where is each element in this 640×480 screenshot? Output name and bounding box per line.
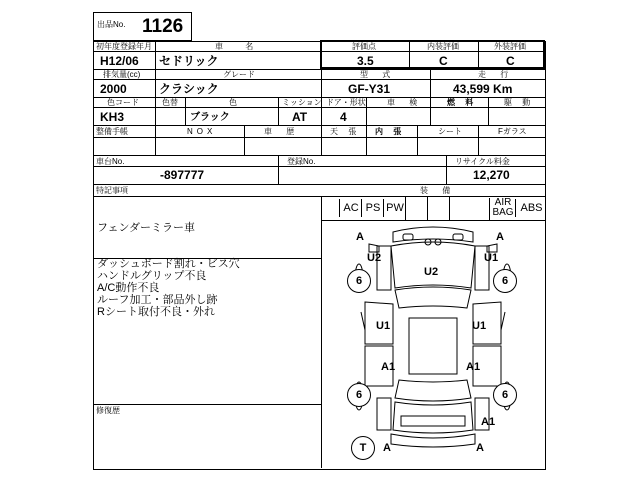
interior-rating-value: C [439, 54, 448, 68]
defect-line: Rシート取付不良・外れ [97, 306, 215, 318]
mark-front-right: A [496, 231, 504, 243]
doors-value: 4 [340, 110, 347, 124]
inspection-label: 車 検 [387, 98, 424, 107]
mark-right-fender: U1 [484, 252, 499, 264]
rating-value: 3.5 [357, 54, 374, 68]
divider [185, 97, 186, 125]
divider [446, 155, 447, 184]
recycle-fee-label: リサイクル料金 [455, 157, 510, 166]
mark-left-front-door: U1 [376, 320, 391, 332]
fuel-label: 燃 料 [447, 98, 478, 107]
color-code-label: 色コード [107, 98, 139, 107]
name-label: 車 名 [215, 42, 264, 51]
registration-label: 登録No. [287, 157, 316, 166]
mark-right-front-door: U1 [472, 320, 487, 332]
grade-label: グレード [223, 70, 255, 79]
car-diagram [321, 220, 546, 468]
recycle-fee-value: 12,270 [473, 168, 510, 182]
lot-label: 出品No. [97, 20, 126, 29]
model-type-value: GF-Y31 [348, 82, 391, 96]
divider [430, 97, 431, 125]
tire-front-left: 6 [347, 269, 371, 293]
equipment-airbag: AIR BAG [489, 198, 516, 220]
repair-history-label: 修復歴 [96, 406, 120, 415]
chassis-value: -897777 [160, 168, 205, 182]
drive-label: 駆 動 [504, 98, 535, 107]
model-type-label: 型 式 [360, 70, 397, 79]
divider [366, 125, 367, 155]
exterior-rating-value: C [506, 54, 515, 68]
transmission-label: ミッション [282, 98, 322, 107]
divider [488, 97, 489, 125]
windshield-label: Fガラス [498, 127, 527, 136]
transmission-value: AT [292, 110, 308, 124]
history-label: 車 歴 [264, 127, 301, 136]
equipment-grid [321, 196, 546, 220]
notes-fender-mirror: フェンダーミラー車 [97, 222, 196, 234]
spare-tire-mark: T [351, 436, 375, 460]
lot-box [93, 12, 192, 41]
tire-rear-left: 6 [347, 383, 371, 407]
mark-right-rear-door: A1 [466, 361, 481, 373]
car-name-value: セドリック [159, 54, 219, 68]
equipment-cell [449, 196, 490, 220]
mileage-value: 43,599 Km [453, 82, 513, 96]
maintenance-book-label: 整備手帳 [96, 127, 128, 136]
equipment-ac: AC [339, 199, 362, 217]
equipment-abs: ABS [515, 199, 547, 217]
color-label: 色 [229, 98, 237, 107]
defect-line: A/C動作不良 [97, 282, 160, 294]
divider [366, 97, 367, 125]
grade-value: クラシック [159, 82, 219, 96]
lot-number: 1126 [142, 16, 184, 37]
defect-line: ダッシュボード割れ・ビス穴 [97, 258, 240, 270]
divider [430, 69, 431, 97]
roof-label: 天 張 [330, 127, 361, 136]
equipment-label: 装 備 [420, 186, 457, 195]
divider [155, 125, 156, 155]
notes-label: 特記事項 [96, 186, 128, 195]
mark-rear-quarter: A1 [481, 416, 496, 428]
color-change-label: 色替 [162, 98, 178, 107]
year-value: H12/06 [100, 54, 139, 68]
equipment-cell [405, 196, 428, 220]
doors-label: ドア・形状 [326, 98, 366, 107]
interior-rating-label: 内装評価 [427, 42, 459, 51]
rule [93, 404, 321, 405]
divider [321, 69, 322, 97]
divider [417, 125, 418, 155]
tire-rear-right: 6 [493, 383, 517, 407]
divider [278, 155, 279, 184]
defect-line: ハンドルグリップ不良 [97, 270, 207, 282]
nox-label: NOX [187, 127, 217, 136]
displacement-value: 2000 [100, 82, 127, 96]
defect-line: ルーフ加工・部品外し跡 [97, 294, 218, 306]
mileage-label: 走 行 [478, 70, 515, 79]
mark-left-fender: U2 [367, 252, 382, 264]
rule [93, 184, 546, 185]
divider [278, 97, 279, 125]
mark-rear-left: A [383, 442, 391, 454]
mark-left-rear-door: A1 [381, 361, 396, 373]
displacement-label: 排気量(cc) [103, 70, 141, 79]
mark-front-left: A [356, 231, 364, 243]
year-label: 初年度登録年月 [96, 42, 152, 51]
divider [155, 69, 156, 97]
equipment-pw: PW [383, 199, 406, 217]
interior-trim-label: 内 張 [375, 127, 406, 136]
mark-hood: U2 [424, 266, 439, 278]
chassis-label: 車台No. [96, 157, 125, 166]
rating-label: 評価点 [352, 42, 376, 51]
color-code-value: KH3 [100, 110, 125, 124]
divider [155, 41, 156, 69]
equipment-cell [427, 196, 450, 220]
equipment-cell [321, 196, 339, 220]
rule [93, 155, 546, 156]
equipment-ps: PS [361, 199, 384, 217]
divider [244, 125, 245, 155]
tire-front-right: 6 [493, 269, 517, 293]
color-value: ブラック [190, 112, 230, 123]
mark-rear-right: A [476, 442, 484, 454]
exterior-rating-label: 外装評価 [494, 42, 526, 51]
divider [321, 125, 322, 155]
divider [155, 97, 156, 125]
seat-label: シート [438, 127, 462, 136]
defects-list [97, 258, 317, 318]
divider [478, 125, 479, 155]
